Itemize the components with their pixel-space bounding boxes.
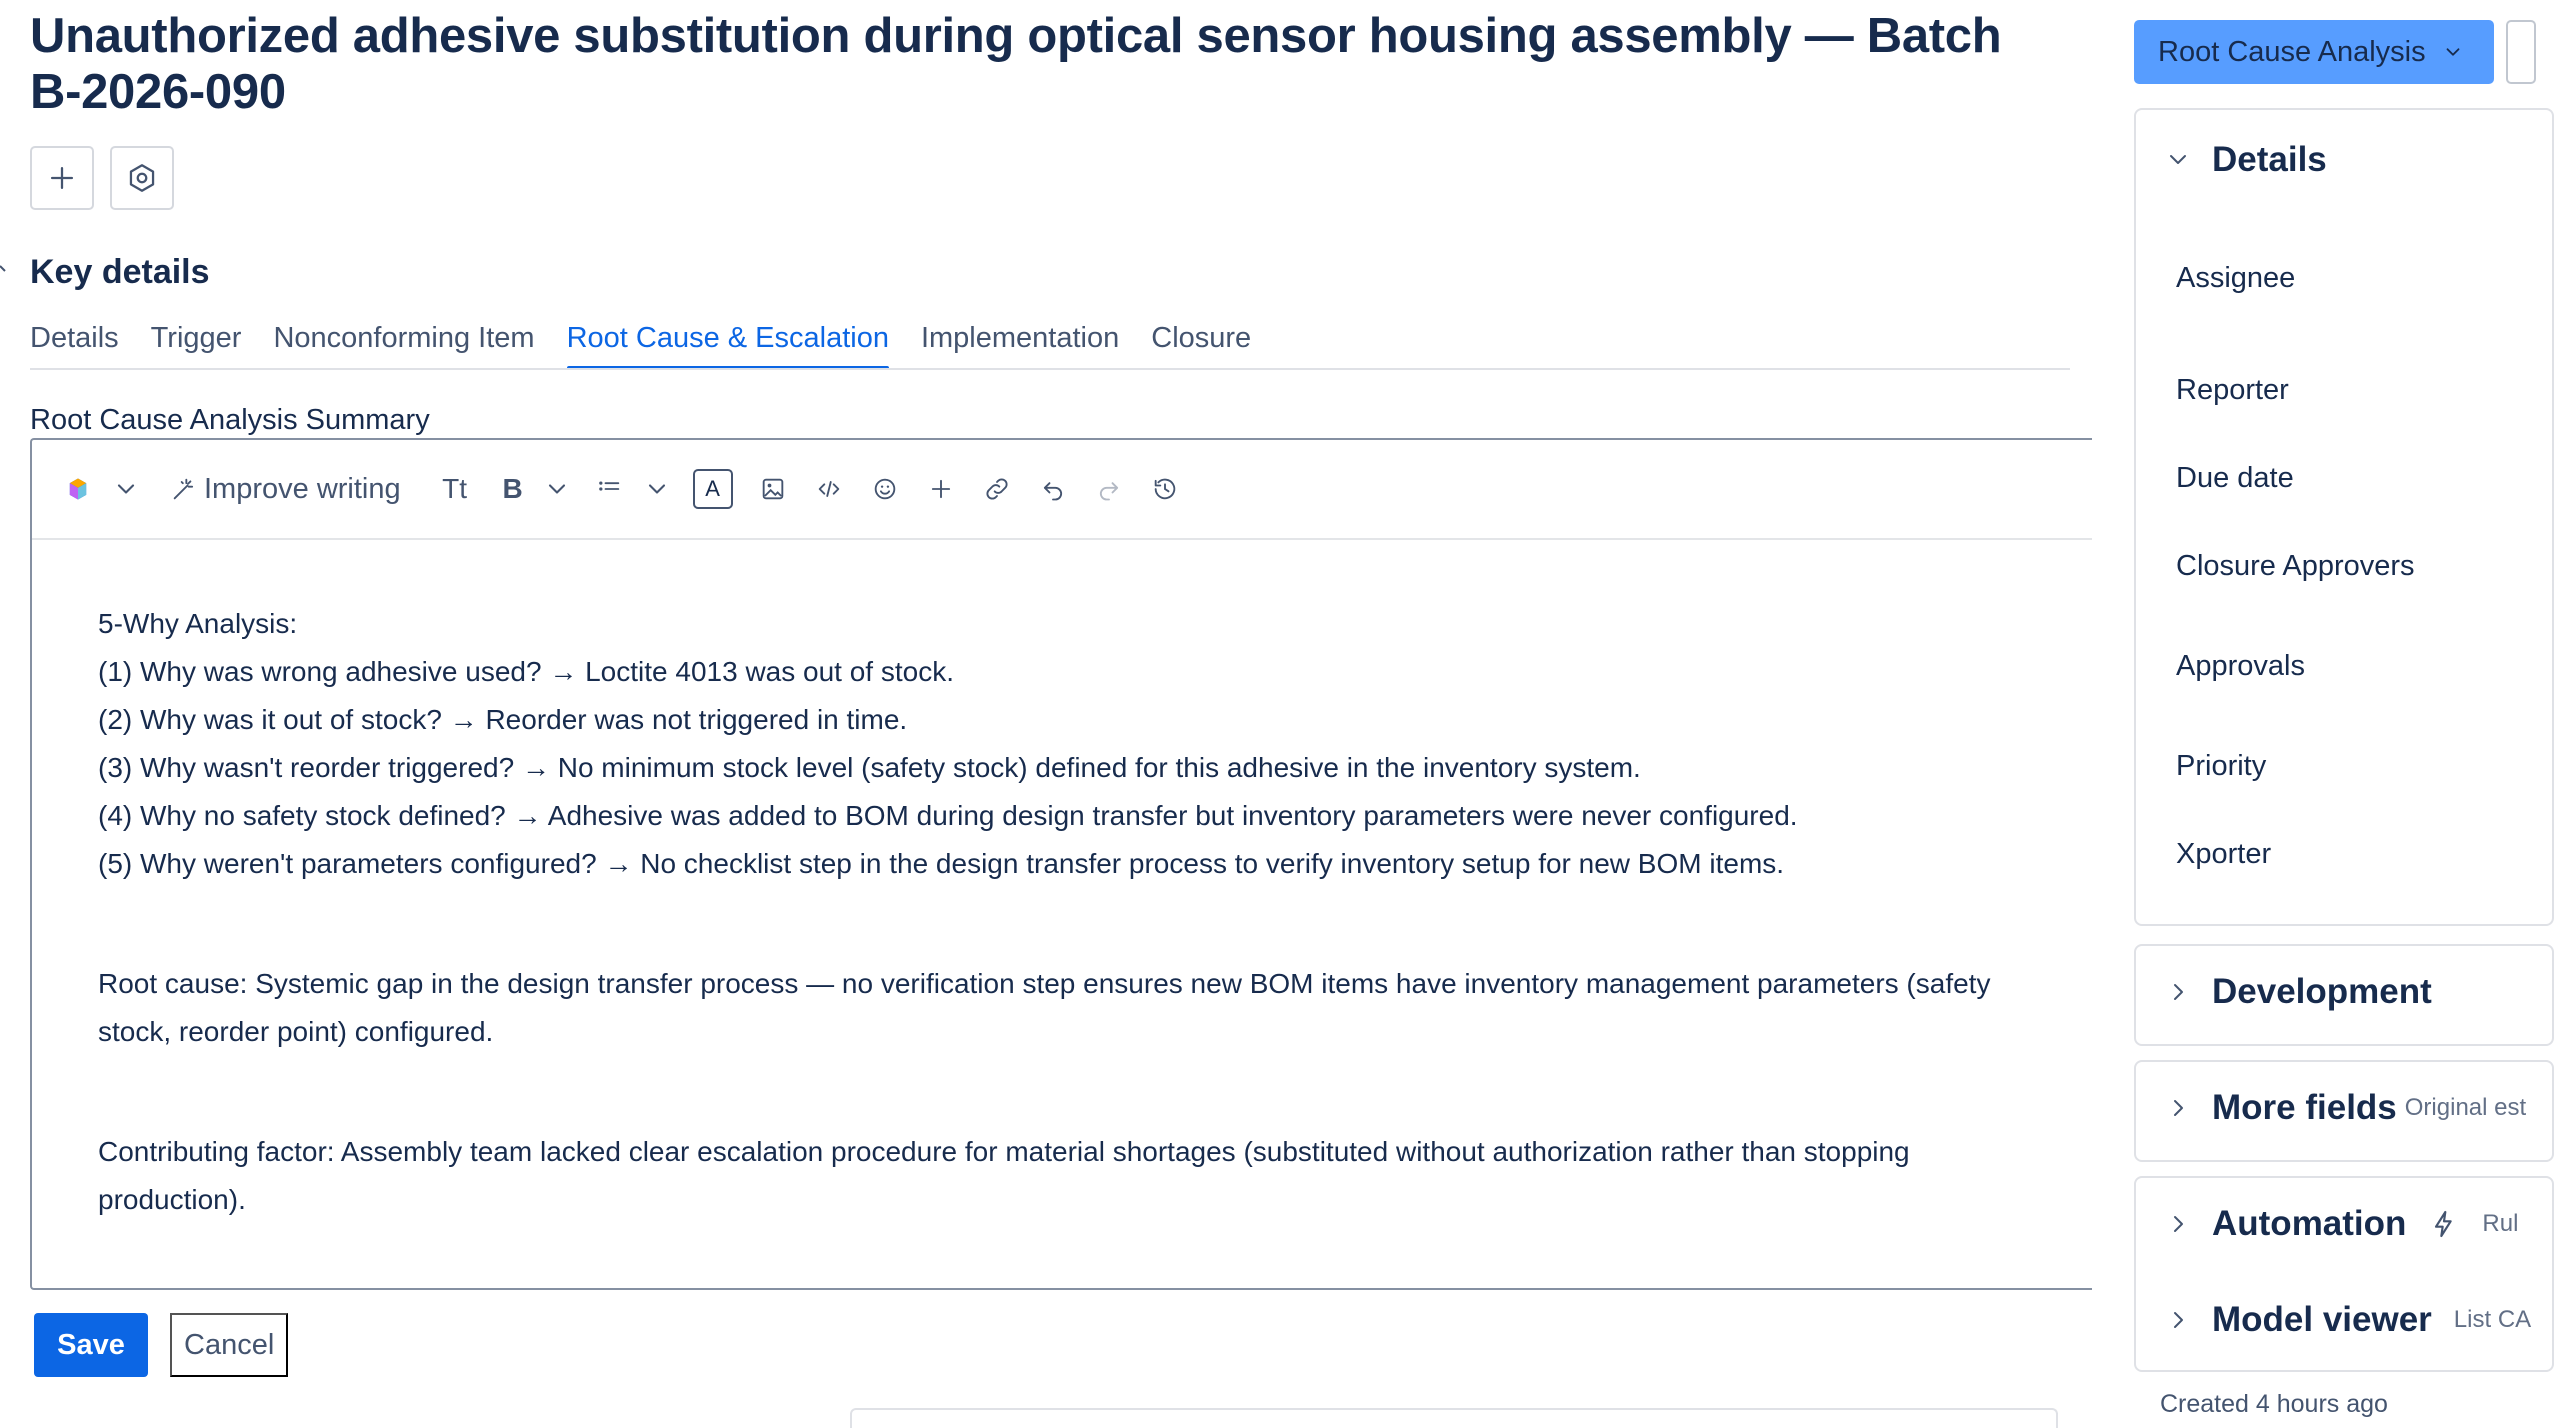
chevron-right-icon	[2166, 1212, 2190, 1236]
root-cause-paragraph: Root cause: Systemic gap in the design transfer process — no verification step ensures new BOM items have inventory management parameters (safety stock, reorder point) configured.	[98, 968, 1999, 1047]
improve-writing-button[interactable]	[170, 467, 401, 511]
link-icon	[983, 475, 1011, 503]
development-panel[interactable]	[2134, 944, 2554, 1046]
paragraph-gap	[98, 1056, 2058, 1128]
editor-line: (1) Why was wrong adhesive used? → Loctite 4013 was out of stock.	[98, 656, 954, 687]
more-fields-panel-title: More fields	[2212, 1088, 2397, 1127]
redo-button[interactable]	[1093, 467, 1125, 511]
editor-line: (5) Why weren't parameters configured? → No checklist step in the design transfer process to verify inventory setup for new BOM items.	[98, 848, 1785, 879]
assignee-label: Assignee	[2176, 262, 2296, 294]
hexagon-gear-icon	[125, 161, 159, 195]
chevron-down-icon	[643, 475, 671, 503]
text-color-label: A	[705, 476, 720, 501]
model-viewer-subtitle: List CA	[2453, 1306, 2532, 1333]
more-fields-panel[interactable]	[2134, 1060, 2554, 1162]
closure-approvers-label: Closure Approvers	[2176, 550, 2415, 582]
tab-details[interactable]: Details	[30, 322, 119, 354]
bold-button[interactable]	[501, 467, 525, 511]
history-button[interactable]	[1149, 467, 1181, 511]
lightning-bolt-icon	[2428, 1208, 2460, 1240]
collapse-chevron-icon[interactable]	[0, 262, 14, 276]
status-dropdown-button[interactable]	[2134, 20, 2494, 84]
details-panel	[2134, 108, 2554, 926]
automation-panel-title: Automation	[2212, 1204, 2407, 1243]
save-button[interactable]: Save	[34, 1313, 148, 1377]
model-viewer-title: Model viewer	[2212, 1300, 2432, 1339]
text-style-button[interactable]	[437, 467, 473, 511]
editor-line: 5-Why Analysis:	[98, 608, 298, 639]
ai-logo-icon	[64, 475, 92, 503]
approvals-label: Approvals	[2176, 650, 2305, 682]
priority-label: Priority	[2176, 750, 2267, 782]
text-color-button[interactable]	[693, 469, 733, 509]
development-panel-header[interactable]	[2166, 972, 2432, 1012]
emoji-button[interactable]	[869, 467, 901, 511]
status-label: Root Cause Analysis	[2158, 35, 2426, 68]
model-viewer-header[interactable]	[2166, 1300, 2531, 1340]
tab-closure[interactable]: Closure	[1151, 322, 1252, 354]
chevron-right-icon	[2166, 1308, 2190, 1332]
editor-line: (2) Why was it out of stock? → Reorder was not triggered in time.	[98, 704, 908, 735]
link-button[interactable]	[981, 467, 1013, 511]
bullet-list-icon	[595, 475, 623, 503]
editor-toolbar	[32, 440, 2092, 540]
secondary-action-button[interactable]	[2506, 20, 2536, 84]
chevron-down-icon	[543, 475, 571, 503]
automation-panel	[2134, 1176, 2554, 1372]
undo-button[interactable]	[1037, 467, 1069, 511]
key-details-heading: Key details	[30, 253, 210, 291]
chevron-down-icon	[112, 475, 140, 503]
bold-label: B	[502, 473, 523, 504]
insert-more-button[interactable]	[925, 467, 957, 511]
tab-trigger[interactable]: Trigger	[150, 322, 242, 354]
ai-logo-button[interactable]	[58, 467, 98, 511]
editor-line: (3) Why wasn't reorder triggered? → No minimum stock level (safety stock) defined for this adhesive in the inventory system.	[98, 752, 1641, 783]
tab-root-cause-escalation[interactable]: Root Cause & Escalation	[567, 318, 889, 370]
details-panel-header[interactable]	[2166, 140, 2327, 180]
plus-icon	[927, 475, 955, 503]
paragraph-gap	[98, 888, 2058, 960]
contributing-factor-paragraph: Contributing factor: Assembly team lacked clear escalation procedure for material shortages (substituted without authorization rather than stopping production).	[98, 1136, 1918, 1215]
automation-subtitle: Rul	[2482, 1210, 2519, 1237]
chevron-down-icon	[2166, 148, 2190, 172]
editor-line: (4) Why no safety stock defined? → Adhesive was added to BOM during design transfer but inventory parameters were never configured.	[98, 800, 1798, 831]
add-button[interactable]	[30, 146, 94, 210]
created-timestamp: Created 4 hours ago	[2160, 1390, 2388, 1418]
editor-content[interactable]	[98, 600, 2058, 1224]
more-fields-panel-header[interactable]	[2166, 1088, 2526, 1128]
tab-implementation[interactable]: Implementation	[920, 322, 1120, 354]
cancel-button[interactable]: Cancel	[170, 1313, 288, 1377]
field-label: Root Cause Analysis Summary	[30, 404, 430, 436]
more-fields-subtitle: Original est	[2404, 1094, 2527, 1121]
apps-button[interactable]	[110, 146, 174, 210]
key-details-tabs	[30, 318, 1251, 370]
history-icon	[1151, 475, 1179, 503]
redo-icon	[1095, 475, 1123, 503]
xporter-label: Xporter	[2176, 838, 2272, 870]
development-panel-title: Development	[2212, 972, 2432, 1011]
due-date-label: Due date	[2176, 462, 2294, 494]
automation-panel-header[interactable]	[2166, 1204, 2518, 1244]
bullet-list-button[interactable]	[593, 467, 625, 511]
ai-menu-dropdown[interactable]	[106, 467, 146, 511]
activity-panel-edge	[850, 1408, 2058, 1428]
plus-icon	[45, 161, 79, 195]
chevron-right-icon	[2166, 980, 2190, 1004]
chevron-down-icon	[2442, 41, 2464, 63]
text-style-label: Tt	[442, 473, 468, 504]
magic-wand-icon	[170, 475, 198, 503]
details-panel-title: Details	[2212, 140, 2327, 179]
tabs-divider	[30, 368, 2070, 370]
code-icon	[815, 475, 843, 503]
improve-writing-label: Improve writing	[204, 472, 401, 505]
reporter-label: Reporter	[2176, 374, 2289, 406]
rich-text-editor[interactable]	[30, 438, 2092, 1290]
insert-image-button[interactable]	[757, 467, 789, 511]
issue-title[interactable]: Unauthorized adhesive substitution during optical sensor housing assembly — Batch B-2026-090	[30, 9, 2002, 119]
chevron-right-icon	[2166, 1096, 2190, 1120]
emoji-icon	[871, 475, 899, 503]
tab-nonconforming-item[interactable]: Nonconforming Item	[273, 322, 535, 354]
more-formatting-dropdown[interactable]	[541, 467, 573, 511]
image-icon	[759, 475, 787, 503]
code-snippet-button[interactable]	[813, 467, 845, 511]
undo-icon	[1039, 475, 1067, 503]
list-dropdown[interactable]	[641, 467, 673, 511]
